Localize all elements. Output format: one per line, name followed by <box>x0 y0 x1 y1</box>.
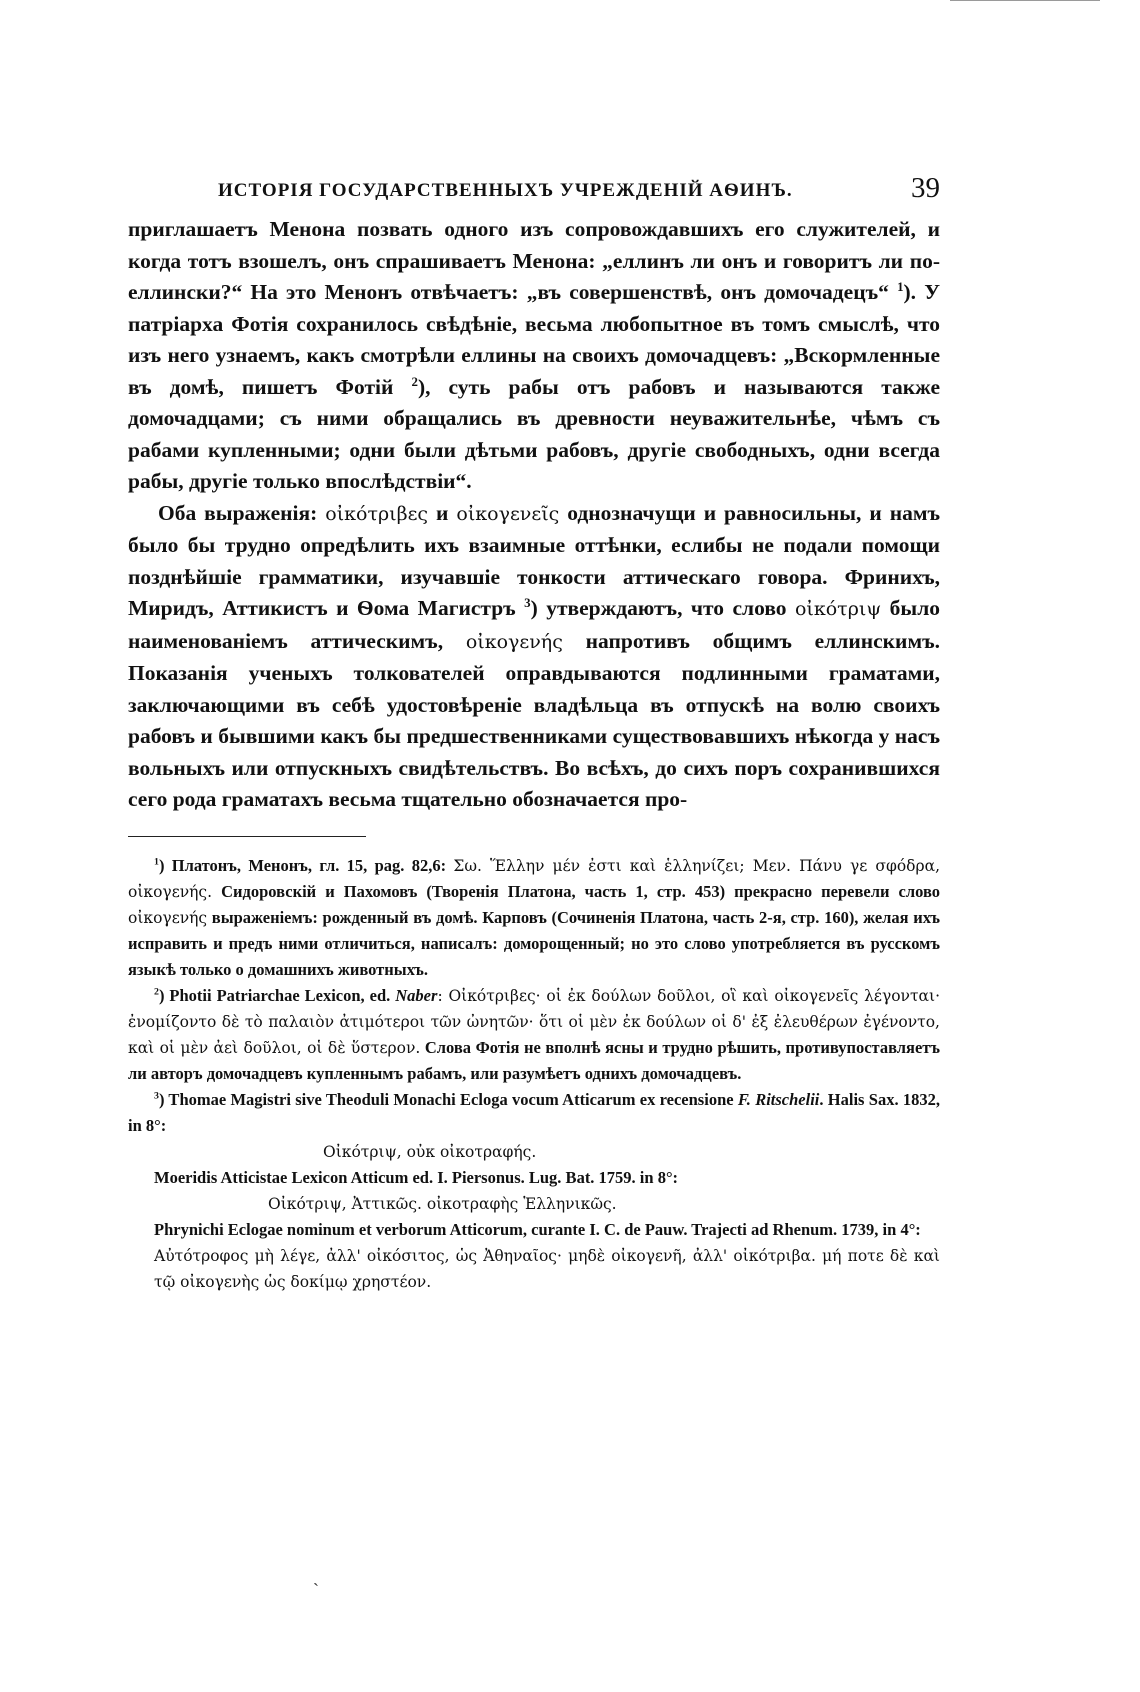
footnote-3-moeris: Moeridis Atticistae Lexicon Atticum ed. I. Piersonus. Lug. Bat. 1759. in 8°: <box>154 1167 679 1187</box>
footnote-3-greek-moeris <box>128 1191 940 1217</box>
footnote-3-greek-thomas-text: Οἰκότριψ, οὐκ οἰκοτραφής. <box>323 1142 537 1161</box>
footnote-2 <box>128 983 940 1087</box>
footnote-2-text-a: ) Photii Patriarchae Lexicon, ed. <box>158 985 391 1005</box>
footnote-3-greek-phrynichus-text: Αὐτότροφος μὴ λέγε, ἀλλ' οἰκόσιτος, ὡς Ἀθηναῖος· μηδὲ οἰκογενῆ, ἀλλ' οἰκότριβα. μή ποτε δὲ καὶ τῷ οἰκογενὴς ὡς δοκίμῳ χρηστέον. <box>154 1246 940 1291</box>
paragraph-2 <box>128 498 940 816</box>
paragraph-1-text-c: ), суть рабы отъ рабовъ и называются также домочадцами; съ ними обращались въ древности неуважительнѣе, чѣмъ съ рабами купленными; одни были дѣтьми рабовъ, другіе свободныхъ, одни всегда рабы, другіе только впослѣдствіи“. <box>128 374 941 493</box>
footnote-1-greek-quote: Σω. Ἕλλην μέν ἐστι καὶ ἑλληνίζει; Μεν. Πάνυ γε σφόδρα, οἰκογενής. <box>128 856 941 901</box>
paragraph-1-text-b: ). У патріарха Фотія сохранилось свѣдѣніе, весьма любопытное въ томъ смыслѣ, что изъ него узнаемъ, какъ смотрѣли еллины на своихъ домочадцевъ: „Вскормленные въ домѣ, пишетъ Фотій <box>128 280 940 399</box>
book-page <box>128 170 940 1295</box>
footnote-3-text-a: ) Thomae Magistri sive Theoduli Monachi Ecloga vocum Atticarum ex recensione <box>158 1089 734 1109</box>
paragraph-1-text-a: приглашаетъ Менона позвать одного изъ сопровождавшихъ его служителей, и когда тотъ взошелъ, онъ спрашиваетъ Менона: „еллинъ ли онъ и говоритъ ли по-еллински?“ На это Менонъ отвѣчаетъ: „въ совершенствѣ, онъ домочадецъ“ <box>128 217 940 304</box>
paragraph-2-text-f: напротивъ общимъ еллинскимъ. Показанія ученыхъ толкователей оправдываются подлинными граматами, заключающими въ себѣ удостовѣреніе владѣльца въ отпускѣ на волю своихъ рабовъ и бывшими какъ бы предшественниками существовавшихъ нѣкогда у насъ вольныхъ или отпускныхъ свидѣтельствъ. Во всѣхъ, до сихъ поръ сохранившихся сего рода граматахъ весьма тщательно обозначается про- <box>128 628 940 811</box>
footnote-2-text-b: Слова Фотія не вполнѣ ясны и трудно рѣшить, противупоставляетъ ли авторъ домочадцевъ купленнымъ рабамъ, или разумѣетъ однихъ домочадцевъ. <box>128 1037 941 1083</box>
footnote-3-text-b: . Halis Sax. 1832, in 8°: <box>128 1089 941 1135</box>
top-edge-rule <box>950 0 1100 1</box>
greek-word-oikotribes: οἰκότριβες <box>325 502 429 525</box>
footnote-ref-2: 2 <box>411 374 418 389</box>
greek-word-oikotrips: οἰκότριψ <box>794 598 882 620</box>
greek-word-oikogeneis: οἰκογενεῖς <box>456 502 560 525</box>
footnote-1-text-b: Сидоровскій и Пахомовъ (Творенія Платона, часть 1, стр. 453) прекрасно перевели слово <box>221 881 941 901</box>
running-head <box>128 170 940 214</box>
footnote-1-text-c: выраженіемъ: рожденный въ домѣ. Карповъ (Сочиненія Платона, часть 2-я, стр. 160), желая ихъ исправить и предъ ними отличиться, написалъ: доморощенный; но это слово употребляется въ русскомъ языкѣ только о домашнихъ животныхъ. <box>128 907 941 979</box>
footnote-1 <box>128 853 940 983</box>
footnotes <box>128 853 940 1295</box>
stray-ink-mark: ˎ <box>313 1566 319 1586</box>
footnote-2-editor: Naber <box>395 985 438 1005</box>
footnote-1-number: 1 <box>154 856 159 867</box>
footnote-3-greek-thomas <box>128 1139 940 1165</box>
footnote-3-phrynichus: Phrynichi Eclogae nominum et verborum Atticorum, curante I. C. de Pauw. Trajecti ad Rhenum. 1739, in 4°: <box>154 1219 921 1239</box>
footnote-ref-1: 1 <box>897 279 904 294</box>
paragraph-2-text-b: и <box>436 500 449 525</box>
footnote-2-number: 2 <box>154 986 159 997</box>
paragraph-2-text-e: было наименованіемъ аттическимъ, <box>128 596 941 653</box>
footnote-3-greek-moeris-text: Οἰκότριψ, Ἀττικῶς. οἰκοτραφὴς Ἑλληνικῶς. <box>268 1194 617 1213</box>
body-text <box>128 214 940 816</box>
paragraph-1 <box>128 214 940 498</box>
footnote-1-text-a: ) Платонъ, Менонъ, гл. 15, pag. 82,6: <box>158 855 447 875</box>
running-title: ИСТОРІЯ ГОСУДАРСТВЕННЫХЪ УЧРЕЖДЕНІЙ АѲИНЪ. <box>218 180 793 201</box>
footnote-3 <box>128 1087 940 1139</box>
footnote-3-editor: F. Ritschelii <box>737 1089 820 1109</box>
footnote-1-greek-word: οἰκογενής <box>128 908 208 927</box>
footnote-3-greek-phrynichus <box>128 1243 940 1295</box>
paragraph-2-text-a: Оба выраженія: <box>158 500 318 525</box>
footnote-3-number: 3 <box>154 1090 159 1101</box>
footnote-2-greek-quote: : Οἰκότριβες· οἱ ἐκ δούλων δοῦλοι, οἳ καὶ οἰκογενεῖς λέγονται· ἐνομίζοντο δὲ τὸ παλαιὸν ἀτιμότεροι τῶν ὠνητῶν· ὅτι οἱ μὲν ἐκ δούλων οἱ δ' ἐξ ἐλευθέρων ἐγένοντο, καὶ οἱ μὲν ἀεὶ δοῦλοι, οἱ δὲ ὕστερον. <box>128 986 941 1057</box>
page-number: 39 <box>911 172 940 204</box>
greek-word-oikogenes: οἰκογενής <box>465 630 563 653</box>
footnote-divider <box>128 836 366 837</box>
paragraph-2-text-d: ) утверждаютъ, что слово <box>530 596 787 620</box>
footnote-ref-3: 3 <box>524 595 531 610</box>
paragraph-2-text-c: однозначущи и равносильны, и намъ было бы трудно опредѣлить ихъ взаимные оттѣнки, еслибы не подали помощи позднѣйшіе грамматики, изучавшіе тонкости аттическаго говора. Фринихъ, Миридъ, Аттикистъ и Ѳома Магистръ <box>128 500 941 620</box>
